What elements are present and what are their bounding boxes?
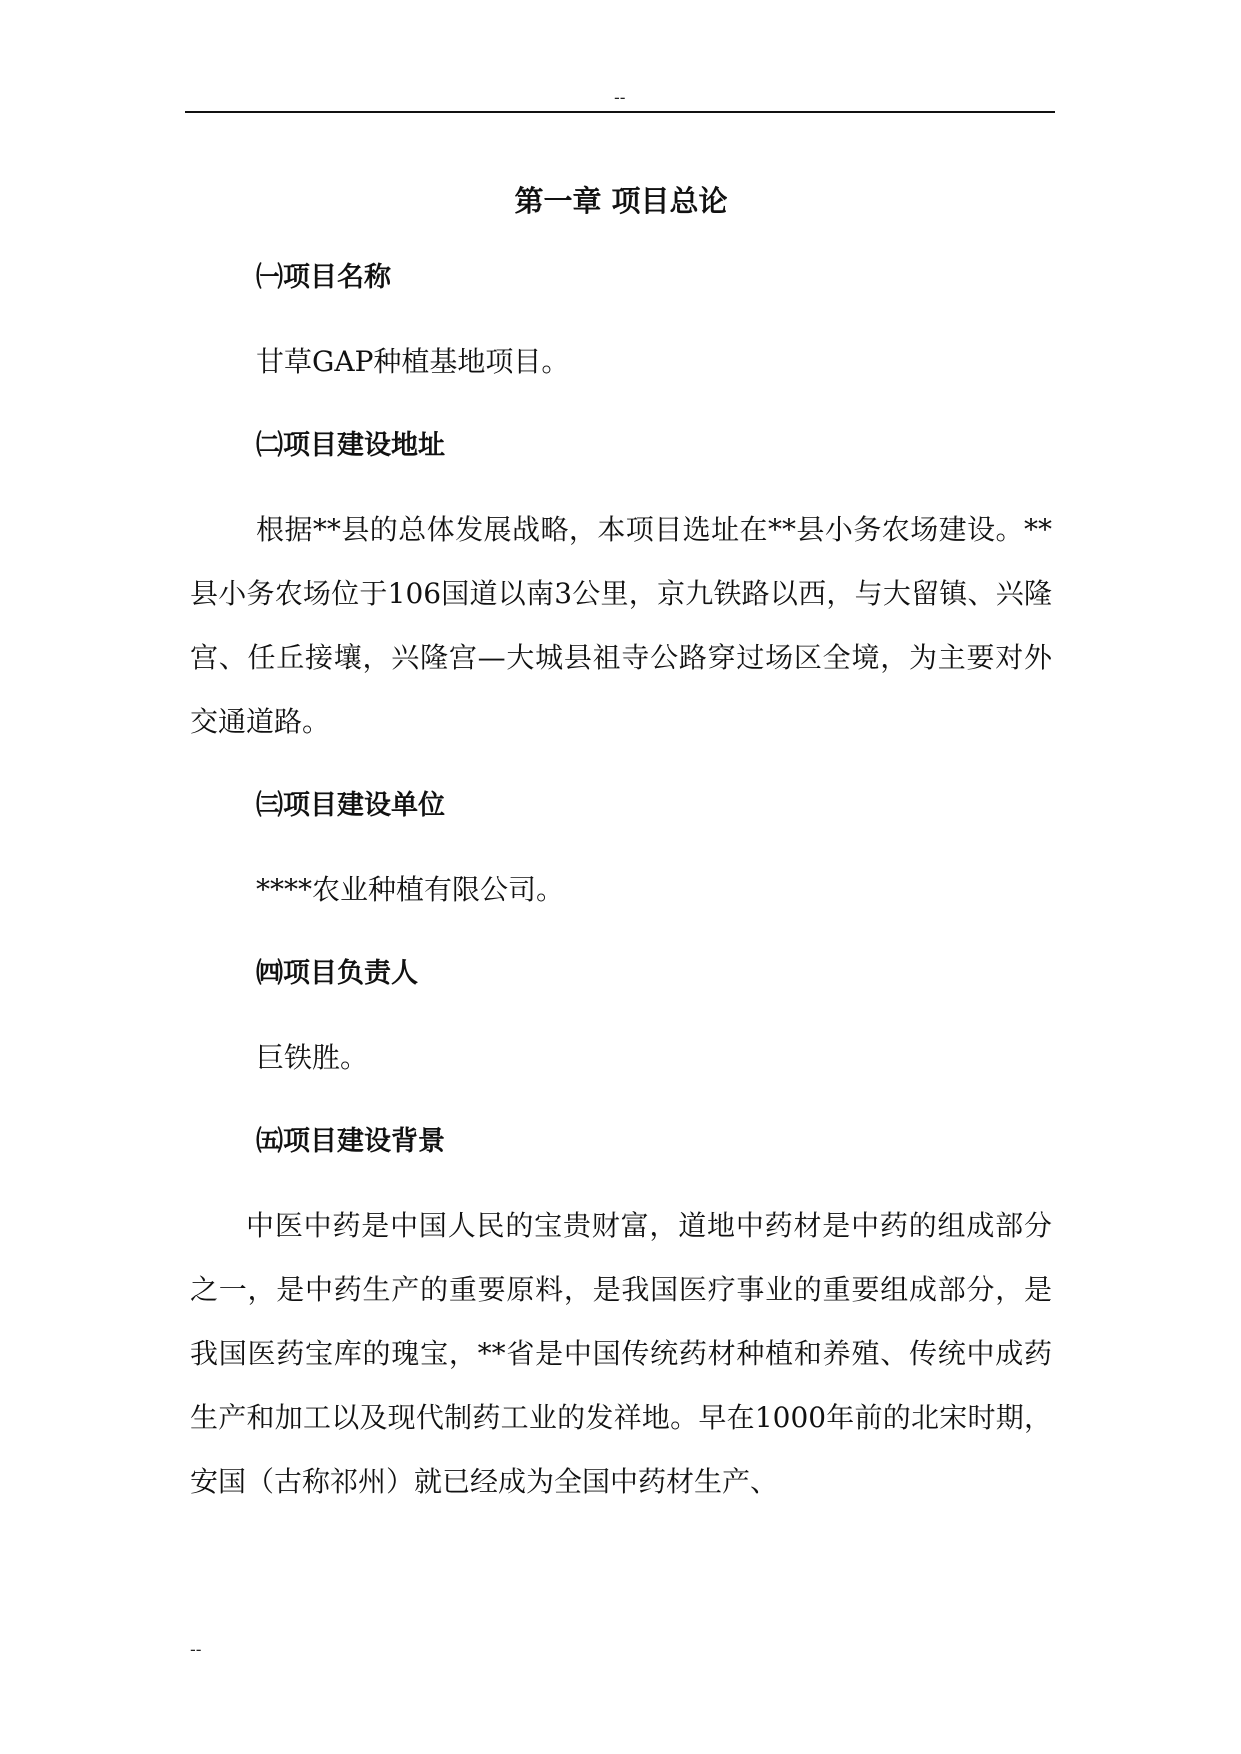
document-body: [190, 176, 1052, 1514]
section-paragraph: 中医中药是中国人民的宝贵财富，道地中药材是中药的组成部分之一，是中药生产的重要原料，是我国医疗事业的重要组成部分，是我国医药宝库的瑰宝，**省是中国传统药材种植和养殖、传统中成药生产和加工以及现代制药工业的发祥地。早在1000年前的北宋时期，安国（古称祁州）就已经成为全国中药材生产、: [190, 1209, 1052, 1498]
section-heading-owner: ㈣项目负责人: [256, 958, 418, 989]
section-paragraph: 根据**县的总体发展战略，本项目选址在**县小务农场建设。**县小务农场位于106国道以南3公里，京九铁路以西，与大留镇、兴隆宫、任丘接壤，兴隆宫—大城县祖寺公路穿过场区全境，为主要对外交通道路。: [190, 513, 1052, 738]
page-header-mark: --: [614, 88, 626, 107]
section-heading-address: ㈡项目建设地址: [256, 430, 445, 461]
header-rule: [185, 111, 1055, 113]
section-paragraph: 甘草GAP种植基地项目。: [256, 345, 570, 378]
section-paragraph: ****农业种植有限公司。: [256, 873, 565, 906]
section-heading-name: ㈠项目名称: [256, 262, 391, 293]
section-heading-unit: ㈢项目建设单位: [256, 790, 445, 821]
chapter-title: 第一章 项目总论: [514, 184, 728, 218]
section-paragraph: 巨铁胜。: [256, 1041, 369, 1074]
page-footer-mark: --: [190, 1640, 202, 1659]
section-heading-background: ㈤项目建设背景: [256, 1126, 445, 1157]
